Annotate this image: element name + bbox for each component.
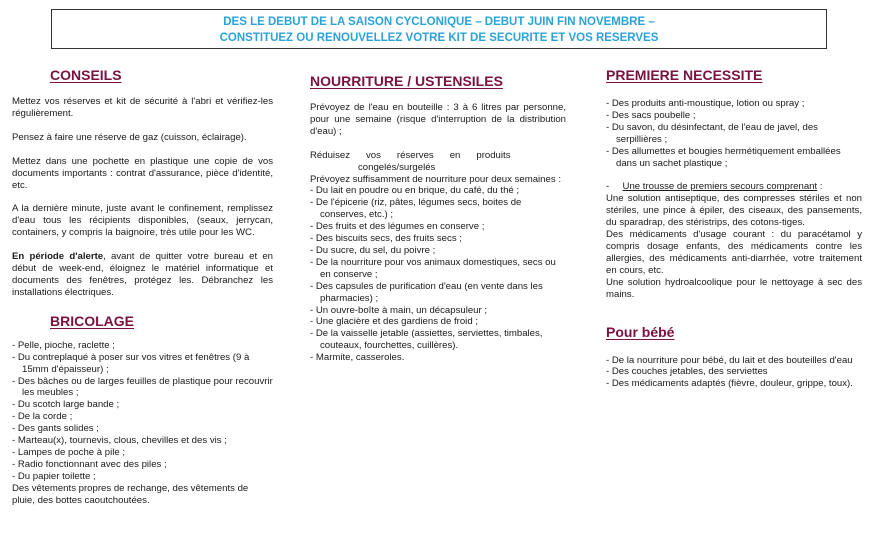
list-item: - Des fruits et des légumes en conserve ; bbox=[310, 221, 485, 233]
list-item: - Des sacs poubelle ; bbox=[606, 109, 696, 121]
trousse-paragraph: Une solution antiseptique, des compresses stériles et non stériles, une pince à épiler, des ciseaux, des pansements, du sparadrap, des stéristrips, des cotons-tiges. bbox=[606, 193, 862, 229]
hydroalcoolique-paragraph: Une solution hydroalcoolique pour le nettoyage à sec des mains. bbox=[606, 276, 862, 300]
conseils-paragraph: Mettez vos réserves et kit de sécurité à l'abri et vérifiez-les régulièrement. bbox=[12, 96, 273, 119]
list-item: - Du scotch large bande ; bbox=[12, 399, 120, 411]
list-item: - Du contreplaqué à poser sur vos vitres et fenêtres (9 à 15mm d'épaisseur) ; bbox=[12, 351, 250, 375]
bebe-list bbox=[606, 355, 862, 391]
section-title-bricolage: BRICOLAGE bbox=[50, 312, 134, 329]
conseils-alert-paragraph bbox=[12, 251, 273, 299]
list-item: - Des produits anti-moustique, lotion ou spray ; bbox=[606, 98, 805, 109]
section-title-nourriture: NOURRITURE / USTENSILES bbox=[310, 73, 503, 89]
section-title-premiere-necessite: PREMIERE NECESSITE bbox=[606, 67, 763, 83]
premiere-list bbox=[606, 98, 862, 169]
list-item: - De la nourriture pour vos animaux domestiques, secs ou en conserve ; bbox=[310, 256, 556, 280]
list-item: - Des biscuits secs, des fruits secs ; bbox=[310, 233, 462, 245]
column-nourriture bbox=[310, 72, 566, 364]
nourriture-list bbox=[310, 185, 566, 364]
list-item: - Du savon, du désinfectant, de l'eau de javel, des serpillières ; bbox=[606, 121, 818, 145]
list-item: - Du papier toilette ; bbox=[12, 470, 96, 482]
alert-label: En période d'alerte bbox=[12, 251, 104, 263]
column-premiere-necessite bbox=[606, 66, 862, 390]
alert-text: , avant de quitter votre bureau et en début de week-end, éloignez le matériel informatique et documents des fenêtres, protégez les. Débranchez les installations électriques. bbox=[12, 251, 273, 298]
medicaments-paragraph: Des médicaments d'usage courant : du paracétamol y compris dosage enfants, des médicaments contre les allergies, des médicaments anti-diarrhée, votre traitement en cours, etc. bbox=[606, 229, 862, 276]
list-item: - Du sucre, du sel, du poivre ; bbox=[310, 244, 436, 256]
list-item: - Des allumettes et bougies hermétiquement emballées dans un sachet plastique ; bbox=[606, 145, 841, 169]
column-conseils-bricolage bbox=[12, 66, 273, 506]
list-item: - De la vaisselle jetable (assiettes, serviettes, timbales, couteaux, fourchettes, cuillères). bbox=[310, 328, 543, 352]
list-item: - De la nourriture pour bébé, du lait et des bouteilles d'eau bbox=[606, 354, 853, 366]
list-item: - Des gants solides ; bbox=[12, 423, 99, 435]
header-banner bbox=[51, 9, 827, 49]
banner-line-1: DES LE DEBUT DE LA SAISON CYCLONIQUE – DEBUT JUIN FIN NOVEMBRE – bbox=[223, 16, 655, 28]
trousse-colon: : bbox=[817, 181, 823, 193]
list-item: - Des capsules de purification d'eau (en vente dans les pharmacies) ; bbox=[310, 280, 543, 304]
conseils-paragraph: Pensez à faire une réserve de gaz (cuisson, éclairage). bbox=[12, 131, 247, 143]
list-item: - Un ouvre-boîte à main, un décapsuleur ; bbox=[310, 304, 488, 316]
list-item: - De la corde ; bbox=[12, 411, 73, 423]
list-item: - Marmite, casseroles. bbox=[310, 352, 405, 364]
nourriture-paragraph: Prévoyez suffisamment de nourriture pour deux semaines : bbox=[310, 173, 561, 185]
bricolage-list bbox=[12, 340, 273, 483]
list-item: - Des couches jetables, des serviettes bbox=[606, 366, 768, 378]
list-item: - Radio fonctionnant avec des piles ; bbox=[12, 458, 167, 470]
nourriture-paragraph: Prévoyez de l'eau en bouteille : 3 à 6 litres par personne, pour une semaine (risque d'interruption de la distribution d'eau) ; bbox=[310, 102, 566, 137]
conseils-paragraph: Mettez dans une pochette en plastique une copie de vos documents importants : contrat d'assurance, pièce d'identité, etc. bbox=[12, 155, 273, 191]
nourriture-paragraph-reduce-cont: congelés/surgelés bbox=[358, 161, 436, 173]
list-item: - De l'épicerie (riz, pâtes, légumes secs, boites de conserves, etc.) ; bbox=[310, 197, 522, 221]
conseils-paragraph: A la dernière minute, juste avant le confinement, remplissez d'eau tous les récipients disponibles, (seaux, jerrycan, containers, y compris la baignoire, très utile pour les WC. bbox=[12, 203, 273, 239]
bricolage-footer: Des vêtements propres de rechange, des vêtements de pluie, des bottes caoutchoutées. bbox=[12, 482, 249, 506]
list-item: - Une glacière et des gardiens de froid ; bbox=[310, 316, 478, 328]
list-item: - Du lait en poudre ou en brique, du café, du thé ; bbox=[310, 185, 520, 197]
section-title-bebe: Pour bébé bbox=[606, 323, 675, 340]
section-title-conseils: CONSEILS bbox=[50, 67, 122, 83]
list-item: - Lampes de poche à pile ; bbox=[12, 446, 126, 458]
list-item: - Pelle, pioche, raclette ; bbox=[12, 339, 115, 351]
trousse-heading: - Une trousse de premiers secours comprenant : bbox=[606, 181, 823, 193]
list-item: - Des bâches ou de larges feuilles de plastique pour recouvrir les meubles ; bbox=[12, 375, 273, 399]
trousse-title: Une trousse de premiers secours comprenant bbox=[622, 181, 818, 193]
nourriture-paragraph-reduce: Réduisez vos réserves en produits bbox=[310, 149, 511, 161]
banner-line-2: CONSTITUEZ OU RENOUVELLEZ VOTRE KIT DE SECURITE ET VOS RESERVES bbox=[219, 32, 659, 44]
list-item: - Des médicaments adaptés (fièvre, douleur, grippe, toux). bbox=[606, 378, 853, 390]
list-item: - Marteau(x), tournevis, clous, chevilles et des vis ; bbox=[12, 435, 227, 447]
